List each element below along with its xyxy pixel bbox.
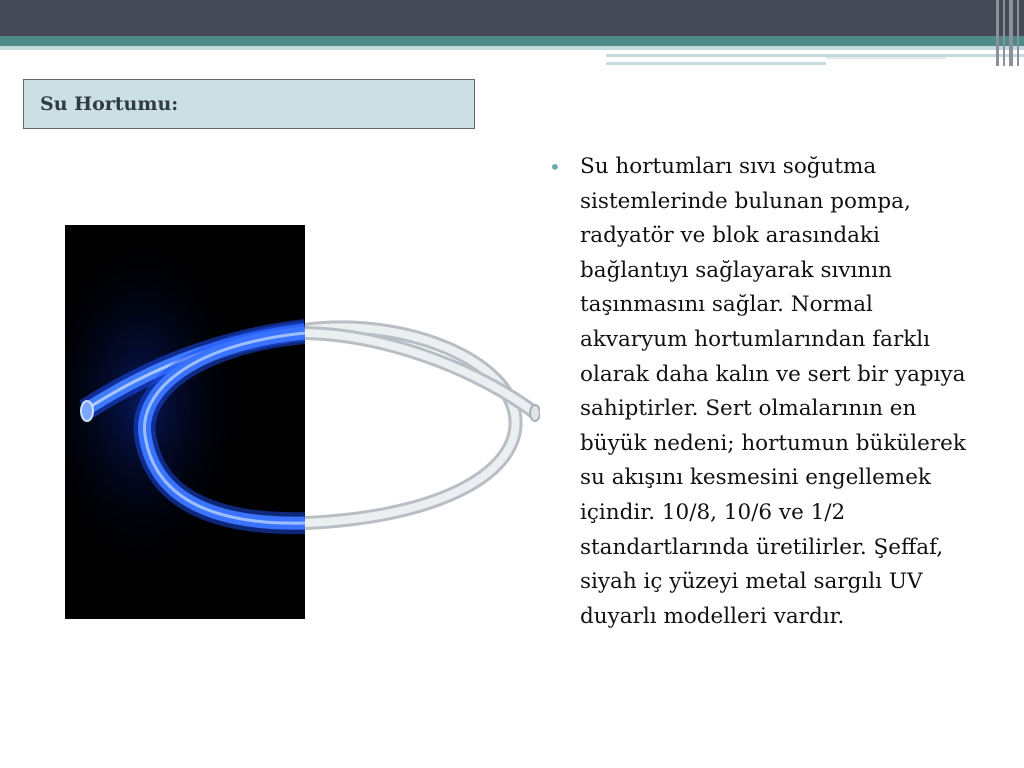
list-item (549, 150, 1009, 634)
header-dark-band (0, 0, 1024, 36)
uv-tube-illustration (65, 225, 540, 619)
bullet-text: Su hortumları sıvı soğutma sistemlerinde bulunan pompa, radyatör ve blok arasındaki bağlantıyı sağlayarak sıvının taşınmasını sağlar. Normal akvaryum hortumlarından farklı olarak daha kalın ve sert bir yapıya sahiptirler. Sert olmalarının en büyük nedeni; hortumun bükülerek su akışını kesmesini engellemek içindir. 10/8, 10/6 ve 1/2 standartlarında üretilirler. Şeffaf, siyah iç yüzeyi metal sargılı UV duyarlı modelleri vardır. (580, 154, 966, 629)
light-half (305, 225, 540, 619)
bullet-list (549, 150, 1009, 634)
bullet-marker-icon: • (549, 155, 561, 179)
slide-title-box (23, 79, 475, 129)
slide-title: Su Hortumu: (40, 93, 179, 115)
header-pale-band (0, 46, 1024, 50)
uv-tube-photo (65, 225, 540, 619)
header-right-stripes (994, 0, 1024, 66)
header-accent-line-3 (826, 57, 946, 59)
header-accent-line-2 (606, 62, 826, 65)
header-accent-line-1 (606, 54, 1024, 57)
header-teal-band (0, 36, 1024, 46)
